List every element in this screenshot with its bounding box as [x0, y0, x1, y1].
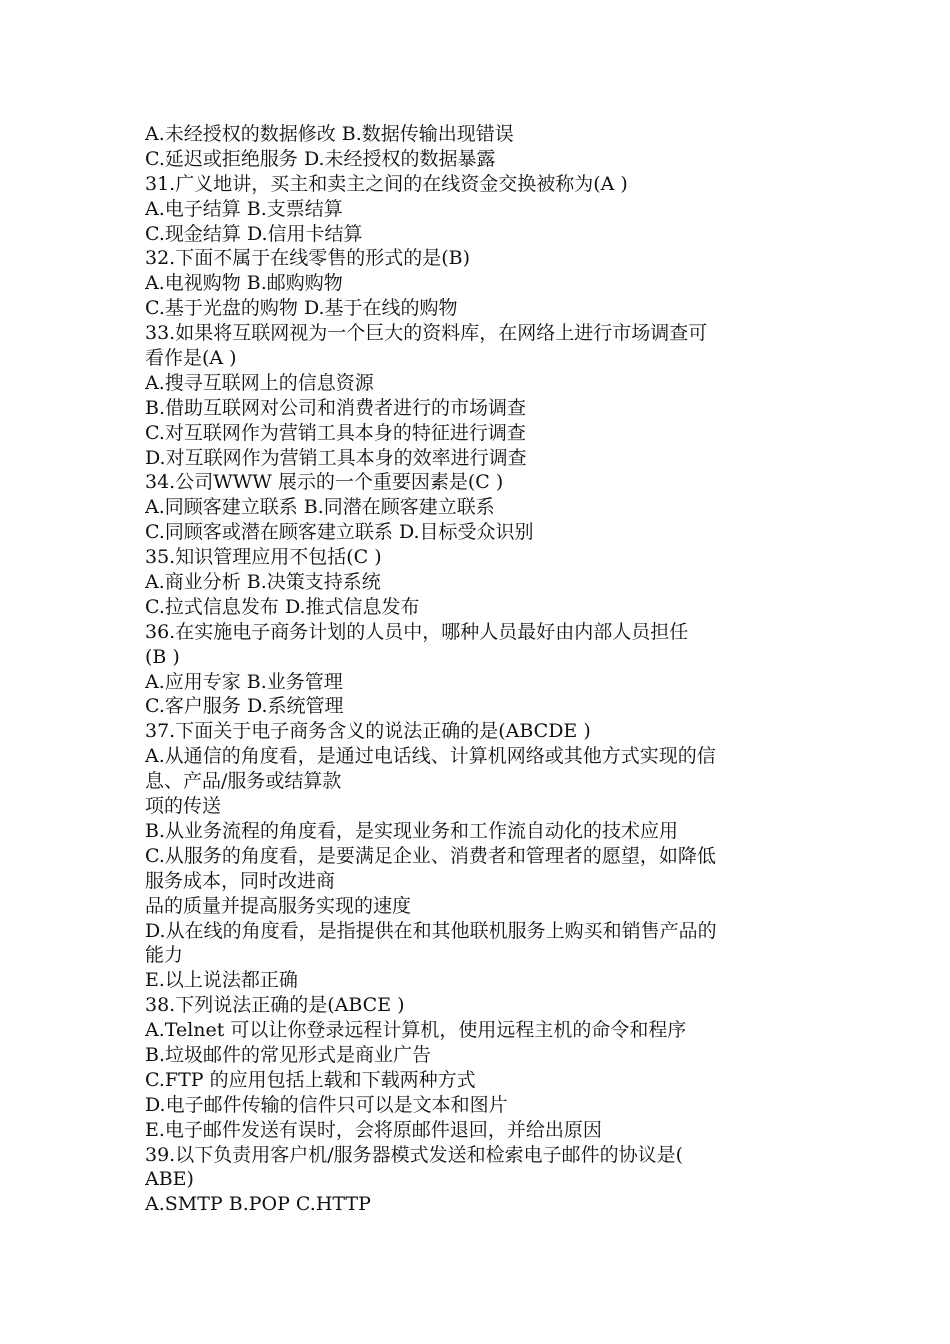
text-line: C.延迟或拒绝服务 D.未经授权的数据暴露 [145, 147, 496, 170]
question-line: 31.广义地讲，买主和卖主之间的在线资金交换被称为(A ) [145, 172, 628, 195]
text-line: C.拉式信息发布 D.推式信息发布 [145, 595, 420, 618]
text-line: D.从在线的角度看，是指提供在和其他联机服务上购买和销售产品的 [145, 919, 717, 942]
text-line: E.以上说法都正确 [145, 969, 298, 992]
question-line: 38.下列说法正确的是(ABCE ) [145, 994, 405, 1017]
text-line: B.借助互联网对公司和消费者进行的市场调查 [145, 396, 527, 419]
text-line: A.电子结算 B.支票结算 [145, 197, 343, 220]
text-line: 项的传送 [145, 795, 222, 818]
text-line: A.SMTP B.POP C.HTTP [145, 1193, 371, 1216]
text-line: A.搜寻互联网上的信息资源 [145, 371, 374, 394]
text-line: 能力 [145, 944, 184, 967]
text-line: C.现金结算 D.信用卡结算 [145, 222, 363, 245]
text-line: A.电视购物 B.邮购购物 [145, 272, 343, 295]
text-line: D.电子邮件传输的信件只可以是文本和图片 [145, 1093, 508, 1116]
text-line: C.同顾客或潜在顾客建立联系 D.目标受众识别 [145, 521, 534, 544]
question-line: 35.知识管理应用不包括(C ) [145, 546, 382, 569]
text-line: ABE) [145, 1168, 194, 1191]
text-line: C.从服务的角度看，是要满足企业、消费者和管理者的愿望，如降低 [145, 844, 716, 867]
text-line: C.对互联网作为营销工具本身的特征进行调查 [145, 421, 526, 444]
text-line: 服务成本，同时改进商 [145, 869, 336, 892]
text-line: 品的质量并提高服务实现的速度 [145, 894, 412, 917]
text-line: A.Telnet 可以让你登录远程计算机，使用远程主机的命令和程序 [145, 1019, 687, 1042]
text-line: A.同顾客建立联系 B.同潜在顾客建立联系 [145, 496, 495, 519]
text-line: 看作是(A ) [145, 347, 237, 370]
question-line: 34.公司WWW 展示的一个重要因素是(C ) [145, 471, 504, 494]
text-line: A.商业分析 B.决策支持系统 [145, 571, 381, 594]
text-line: B.从业务流程的角度看，是实现业务和工作流自动化的技术应用 [145, 819, 679, 842]
text-line: D.对互联网作为营销工具本身的效率进行调查 [145, 446, 527, 469]
document-body [145, 122, 810, 1217]
question-line: 32.下面不属于在线零售的形式的是(B) [145, 247, 471, 270]
text-line: B.垃圾邮件的常见形式是商业广告 [145, 1043, 432, 1066]
text-line: C.客户服务 D.系统管理 [145, 695, 344, 718]
text-line: E.电子邮件发送有误时，会将原邮件退回，并给出原因 [145, 1118, 602, 1141]
question-line: 37.下面关于电子商务含义的说法正确的是(ABCDE ) [145, 720, 591, 743]
text-line: A.未经授权的数据修改 B.数据传输出现错误 [145, 123, 514, 145]
text-line: C.基于光盘的购物 D.基于在线的购物 [145, 297, 458, 320]
question-line: 33.如果将互联网视为一个巨大的资料库，在网络上进行市场调查可 [145, 322, 708, 345]
question-line: 39.以下负责用客户机/服务器模式发送和检索电子邮件的协议是( [145, 1143, 684, 1166]
question-line: 36.在实施电子商务计划的人员中，哪种人员最好由内部人员担任 [145, 620, 689, 643]
text-line: A.应用专家 B.业务管理 [145, 670, 343, 693]
text-line: (B ) [145, 645, 180, 668]
text-line: 息、产品/服务或结算款 [145, 770, 342, 793]
text-line: A.从通信的角度看，是通过电话线、计算机网络或其他方式实现的信 [145, 745, 716, 768]
text-line: C.FTP 的应用包括上载和下载两种方式 [145, 1068, 476, 1091]
